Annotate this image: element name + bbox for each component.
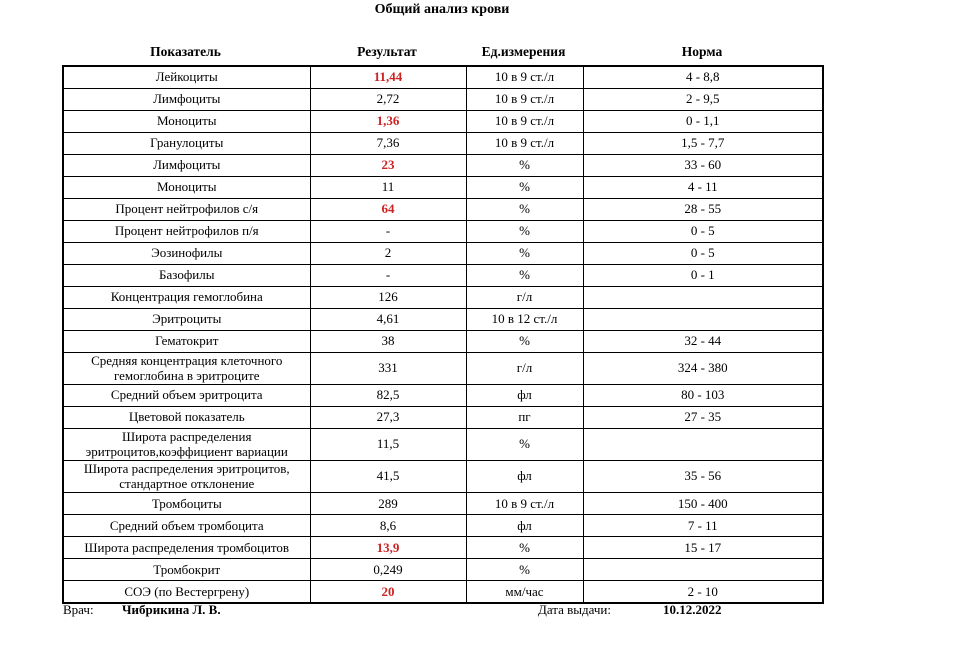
norm-cell: 324 - 380	[583, 353, 823, 385]
result-cell: 64	[310, 199, 466, 221]
norm-cell: 33 - 60	[583, 155, 823, 177]
unit-cell: %	[466, 331, 583, 353]
indicator-cell: Средний объем тромбоцита	[63, 515, 310, 537]
table-row	[63, 407, 823, 429]
result-cell: -	[310, 265, 466, 287]
table-row	[63, 429, 823, 461]
indicator-cell: Эозинофилы	[63, 243, 310, 265]
norm-cell: 27 - 35	[583, 407, 823, 429]
result-cell: 13,9	[310, 537, 466, 559]
table-row	[63, 287, 823, 309]
unit-cell: %	[466, 265, 583, 287]
table-row	[63, 221, 823, 243]
norm-cell: 0 - 1,1	[583, 111, 823, 133]
table-row	[63, 493, 823, 515]
issue-date-label: Дата выдачи:	[538, 602, 612, 617]
result-cell: 11,5	[310, 429, 466, 461]
result-cell: 2,72	[310, 89, 466, 111]
result-cell: 11	[310, 177, 466, 199]
table-row	[63, 581, 823, 604]
norm-cell: 1,5 - 7,7	[583, 133, 823, 155]
column-header-unit: Ед.измерения	[481, 44, 566, 59]
result-cell: 41,5	[310, 461, 466, 493]
doctor-label: Врач:	[63, 602, 94, 617]
result-cell: -	[310, 221, 466, 243]
table-row	[63, 66, 823, 89]
doctor-name: Чибрикина Л. В.	[122, 602, 221, 617]
table-row	[63, 265, 823, 287]
norm-cell: 7 - 11	[583, 515, 823, 537]
indicator-cell: Моноциты	[63, 177, 310, 199]
table-row	[63, 385, 823, 407]
norm-cell: 0 - 1	[583, 265, 823, 287]
result-cell: 82,5	[310, 385, 466, 407]
column-header-result: Результат	[357, 44, 417, 59]
table-row	[63, 177, 823, 199]
norm-cell: 15 - 17	[583, 537, 823, 559]
column-header-indicator: Показатель	[150, 44, 221, 59]
unit-cell: 10 в 9 ст./л	[466, 493, 583, 515]
blood-test-results-table	[62, 65, 824, 604]
norm-cell: 35 - 56	[583, 461, 823, 493]
result-cell: 7,36	[310, 133, 466, 155]
norm-cell	[583, 429, 823, 461]
unit-cell: пг	[466, 407, 583, 429]
unit-cell: 10 в 9 ст./л	[466, 111, 583, 133]
unit-cell: 10 в 9 ст./л	[466, 66, 583, 89]
norm-cell: 0 - 5	[583, 221, 823, 243]
indicator-cell: СОЭ (по Вестергрену)	[63, 581, 310, 604]
unit-cell: г/л	[466, 287, 583, 309]
result-cell: 11,44	[310, 66, 466, 89]
unit-cell: фл	[466, 461, 583, 493]
norm-cell: 0 - 5	[583, 243, 823, 265]
table-row	[63, 331, 823, 353]
result-cell: 1,36	[310, 111, 466, 133]
table-row	[63, 353, 823, 385]
unit-cell: %	[466, 243, 583, 265]
indicator-cell: Процент нейтрофилов п/я	[63, 221, 310, 243]
result-cell: 38	[310, 331, 466, 353]
norm-cell: 2 - 10	[583, 581, 823, 604]
unit-cell: %	[466, 199, 583, 221]
indicator-cell: Процент нейтрофилов с/я	[63, 199, 310, 221]
norm-cell: 32 - 44	[583, 331, 823, 353]
indicator-cell: Гематокрит	[63, 331, 310, 353]
indicator-cell: Тромбоциты	[63, 493, 310, 515]
indicator-cell: Тромбокрит	[63, 559, 310, 581]
table-row	[63, 199, 823, 221]
result-cell: 126	[310, 287, 466, 309]
table-row	[63, 559, 823, 581]
norm-cell	[583, 287, 823, 309]
unit-cell: %	[466, 429, 583, 461]
indicator-cell: Широта распределения эритроцитов, стандартное отклонение	[63, 461, 310, 493]
result-cell: 8,6	[310, 515, 466, 537]
result-cell: 20	[310, 581, 466, 604]
norm-cell: 2 - 9,5	[583, 89, 823, 111]
indicator-cell: Цветовой показатель	[63, 407, 310, 429]
result-cell: 289	[310, 493, 466, 515]
unit-cell: 10 в 9 ст./л	[466, 133, 583, 155]
table-row	[63, 515, 823, 537]
unit-cell: %	[466, 537, 583, 559]
result-cell: 2	[310, 243, 466, 265]
indicator-cell: Лимфоциты	[63, 89, 310, 111]
norm-cell: 4 - 11	[583, 177, 823, 199]
indicator-cell: Средняя концентрация клеточного гемоглобина в эритроците	[63, 353, 310, 385]
indicator-cell: Моноциты	[63, 111, 310, 133]
indicator-cell: Широта распределения эритроцитов,коэффициент вариации	[63, 429, 310, 461]
norm-cell: 80 - 103	[583, 385, 823, 407]
result-cell: 331	[310, 353, 466, 385]
unit-cell: %	[466, 155, 583, 177]
result-cell: 23	[310, 155, 466, 177]
indicator-cell: Концентрация гемоглобина	[63, 287, 310, 309]
result-cell: 4,61	[310, 309, 466, 331]
result-cell: 0,249	[310, 559, 466, 581]
unit-cell: 10 в 9 ст./л	[466, 89, 583, 111]
norm-cell: 4 - 8,8	[583, 66, 823, 89]
unit-cell: %	[466, 177, 583, 199]
norm-cell	[583, 559, 823, 581]
column-header-norm: Норма	[681, 44, 723, 59]
table-column-headers	[62, 44, 822, 60]
table-row	[63, 537, 823, 559]
table-row	[63, 309, 823, 331]
indicator-cell: Эритроциты	[63, 309, 310, 331]
table-row	[63, 89, 823, 111]
unit-cell: фл	[466, 385, 583, 407]
result-cell: 27,3	[310, 407, 466, 429]
indicator-cell: Лейкоциты	[63, 66, 310, 89]
unit-cell: фл	[466, 515, 583, 537]
unit-cell: 10 в 12 ст./л	[466, 309, 583, 331]
norm-cell: 150 - 400	[583, 493, 823, 515]
issue-date-value: 10.12.2022	[663, 602, 722, 617]
indicator-cell: Средний объем эритроцита	[63, 385, 310, 407]
table-row	[63, 133, 823, 155]
unit-cell: г/л	[466, 353, 583, 385]
indicator-cell: Гранулоциты	[63, 133, 310, 155]
table-row	[63, 243, 823, 265]
indicator-cell: Лимфоциты	[63, 155, 310, 177]
unit-cell: мм/час	[466, 581, 583, 604]
indicator-cell: Базофилы	[63, 265, 310, 287]
indicator-cell: Широта распределения тромбоцитов	[63, 537, 310, 559]
unit-cell: %	[466, 559, 583, 581]
table-row	[63, 155, 823, 177]
norm-cell	[583, 309, 823, 331]
results-table-body	[63, 66, 823, 603]
unit-cell: %	[466, 221, 583, 243]
table-row	[63, 461, 823, 493]
norm-cell: 28 - 55	[583, 199, 823, 221]
page-title: Общий анализ крови	[374, 2, 510, 17]
table-row	[63, 111, 823, 133]
